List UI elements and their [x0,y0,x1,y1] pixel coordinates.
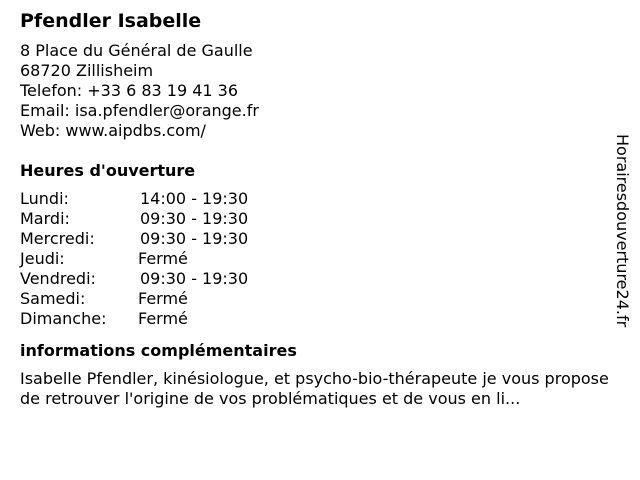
hours-row [20,229,248,249]
phone-line: Telefon: +33 6 83 19 41 36 [20,81,239,100]
hours-row [20,189,248,209]
hours-time: 09:30 - 19:30 [140,269,249,288]
hours-row [20,209,248,229]
hours-time: Fermé [138,309,188,328]
address-city: 68720 Zillisheim [20,61,154,80]
info-heading: informations complémentaires [20,341,297,360]
hours-time: 09:30 - 19:30 [140,229,249,248]
hours-row [20,249,248,269]
hours-day: Lundi: [20,189,69,208]
hours-row [20,309,248,329]
hours-time: 14:00 - 19:30 [140,189,249,208]
hours-time: Fermé [138,289,188,308]
web-line: Web: www.aipdbs.com/ [20,121,206,140]
hours-day: Dimanche: [20,309,107,328]
hours-row [20,269,248,289]
business-card [20,8,620,409]
hours-heading: Heures d'ouverture [20,161,196,180]
email-line: Email: isa.pfendler@orange.fr [20,101,259,120]
hours-day: Samedi: [20,289,86,308]
hours-time: 09:30 - 19:30 [140,209,249,228]
hours-row [20,289,248,309]
hours-day: Jeudi: [20,249,65,268]
business-name: Pfendler Isabelle [20,10,202,32]
hours-day: Mercredi: [20,229,95,248]
info-description: Isabelle Pfendler, kinésiologue, et psycho-bio-thérapeute je vous propose de retrouver l'origine de vos problématiques et de vous en li... [20,369,609,408]
address-street: 8 Place du Général de Gaulle [20,41,253,60]
site-watermark: Horairesdouverture24.fr [613,134,632,328]
hours-time: Fermé [138,249,188,268]
hours-table [20,189,248,329]
hours-day: Vendredi: [20,269,96,288]
hours-day: Mardi: [20,209,70,228]
